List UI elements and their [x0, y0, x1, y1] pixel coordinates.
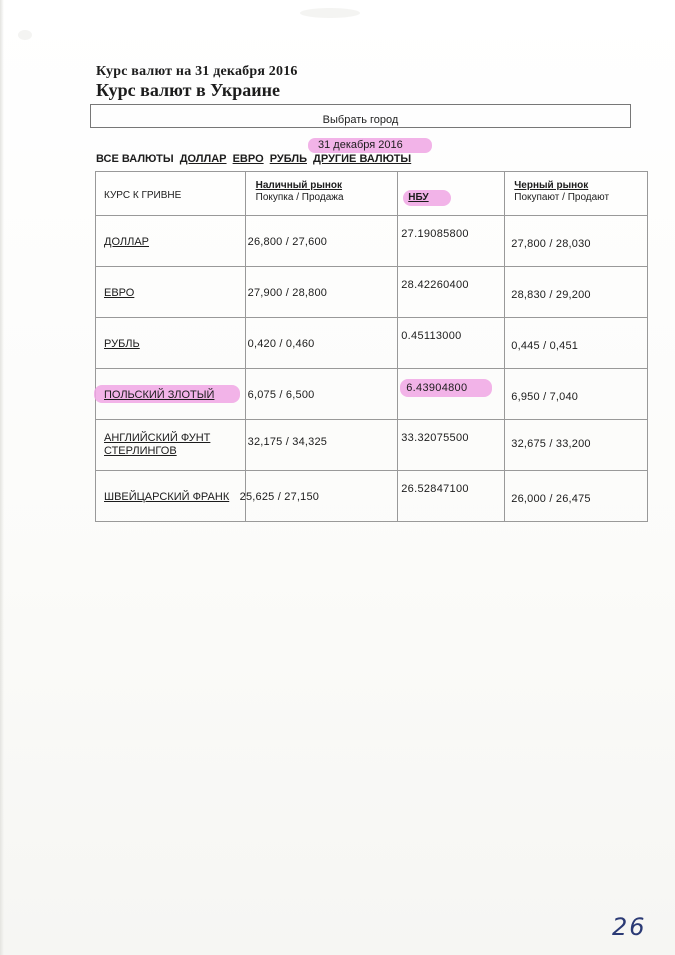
header-cash-market-text	[256, 180, 344, 204]
scan-smudge	[300, 8, 360, 18]
nbu-cell	[398, 318, 505, 369]
table-row	[96, 369, 648, 420]
header-cash-market-sub: Покупка / Продажа	[255, 192, 344, 203]
black-rate: 26,000 / 26,475	[511, 493, 591, 505]
header-nbu-text	[408, 192, 428, 204]
currency-cell	[96, 318, 246, 369]
table-header-row	[96, 172, 648, 216]
table-row	[96, 318, 648, 369]
black-cell	[505, 369, 648, 420]
exchange-rates-table	[95, 171, 648, 522]
currency-link[interactable]: ДОЛЛАР	[104, 236, 149, 248]
cash-rate: 32,175 / 34,325	[247, 436, 328, 448]
nbu-rate: 6.43904800	[406, 382, 468, 394]
currency-cell	[96, 420, 246, 471]
currency-cell	[96, 471, 246, 522]
cash-rate: 0,420 / 0,460	[247, 338, 315, 350]
currency-link[interactable]: АНГЛИЙСКИЙ ФУНТ СТЕРЛИНГОВ	[104, 432, 211, 457]
cash-rate: 25,625 / 27,150	[239, 491, 320, 503]
currency-link[interactable]: ПОЛЬСКИЙ ЗЛОТЫЙ	[104, 389, 215, 401]
cash-cell	[245, 369, 398, 420]
nav-link-dollar[interactable]: ДОЛЛАР	[179, 153, 227, 165]
nav-link-all-currencies[interactable]: ВСЕ ВАЛЮТЫ	[96, 153, 174, 165]
header-black-market-sub: Покупают / Продают	[514, 192, 610, 203]
black-rate: 32,675 / 33,200	[511, 438, 591, 450]
black-cell	[505, 267, 648, 318]
header-nbu-link[interactable]: НБУ	[408, 192, 429, 203]
nbu-cell	[398, 216, 505, 267]
city-select[interactable]	[90, 104, 631, 128]
cash-cell	[239, 471, 398, 522]
nbu-rate: 26.52847100	[401, 483, 469, 495]
cash-cell	[245, 318, 398, 369]
handwritten-page-number: 26	[612, 913, 647, 941]
black-cell	[505, 420, 648, 471]
cash-rate: 6,075 / 6,500	[247, 389, 315, 401]
black-cell	[505, 471, 648, 522]
black-rate: 27,800 / 28,030	[511, 238, 591, 250]
currency-nav	[96, 153, 414, 165]
black-cell	[505, 216, 648, 267]
nbu-rate: 27.19085800	[401, 228, 469, 240]
currency-cell	[96, 369, 246, 420]
header-label: КУРС К ГРИВНЕ	[104, 190, 182, 201]
header-black-market	[505, 172, 648, 216]
header-black-market-text	[514, 180, 609, 204]
cash-rate: 26,800 / 27,600	[247, 236, 328, 248]
header-black-market-link[interactable]: Черный рынок	[514, 180, 589, 191]
date-text: 31 декабря 2016	[318, 139, 403, 151]
black-rate: 28,830 / 29,200	[511, 289, 591, 301]
cash-cell	[245, 267, 398, 318]
scan-smudge	[18, 30, 32, 40]
nav-link-ruble[interactable]: РУБЛЬ	[269, 153, 307, 165]
cash-cell	[245, 216, 398, 267]
page-edge-shadow	[0, 0, 4, 955]
currency-cell	[96, 267, 246, 318]
header-cash-market-link[interactable]: Наличный рынок	[255, 180, 343, 191]
cash-rate: 27,900 / 28,800	[247, 287, 328, 299]
nbu-cell	[398, 471, 505, 522]
nbu-rate: 33.32075500	[401, 432, 469, 444]
black-rate: 0,445 / 0,451	[511, 340, 579, 352]
nbu-cell	[398, 369, 505, 420]
black-cell	[505, 318, 648, 369]
nbu-cell	[398, 420, 505, 471]
currency-link[interactable]: ШВЕЙЦАРСКИЙ ФРАНК	[104, 491, 230, 503]
nbu-rate: 28.42260400	[401, 279, 469, 291]
city-select-label: Выбрать город	[322, 114, 399, 126]
table-row	[96, 216, 648, 267]
nbu-cell	[398, 267, 505, 318]
table-row	[96, 420, 648, 471]
nbu-rate: 0.45113000	[401, 330, 462, 342]
currency-cell	[96, 216, 246, 267]
header-cash-market	[245, 172, 398, 216]
table-row	[96, 471, 648, 522]
cash-cell	[245, 420, 398, 471]
header-nbu	[398, 172, 505, 216]
page-subtitle: Курс валют на 31 декабря 2016	[96, 64, 298, 79]
header-rate-to-hryvnia	[96, 172, 246, 216]
currency-link[interactable]: ЕВРО	[104, 287, 135, 299]
page-title: Курс валют в Украине	[96, 80, 281, 100]
black-rate: 6,950 / 7,040	[511, 391, 579, 403]
currency-link[interactable]: РУБЛЬ	[104, 338, 140, 350]
nav-link-euro[interactable]: ЕВРО	[232, 153, 264, 165]
table-row	[96, 267, 648, 318]
nav-link-other-currencies[interactable]: ДРУГИЕ ВАЛЮТЫ	[313, 153, 412, 165]
